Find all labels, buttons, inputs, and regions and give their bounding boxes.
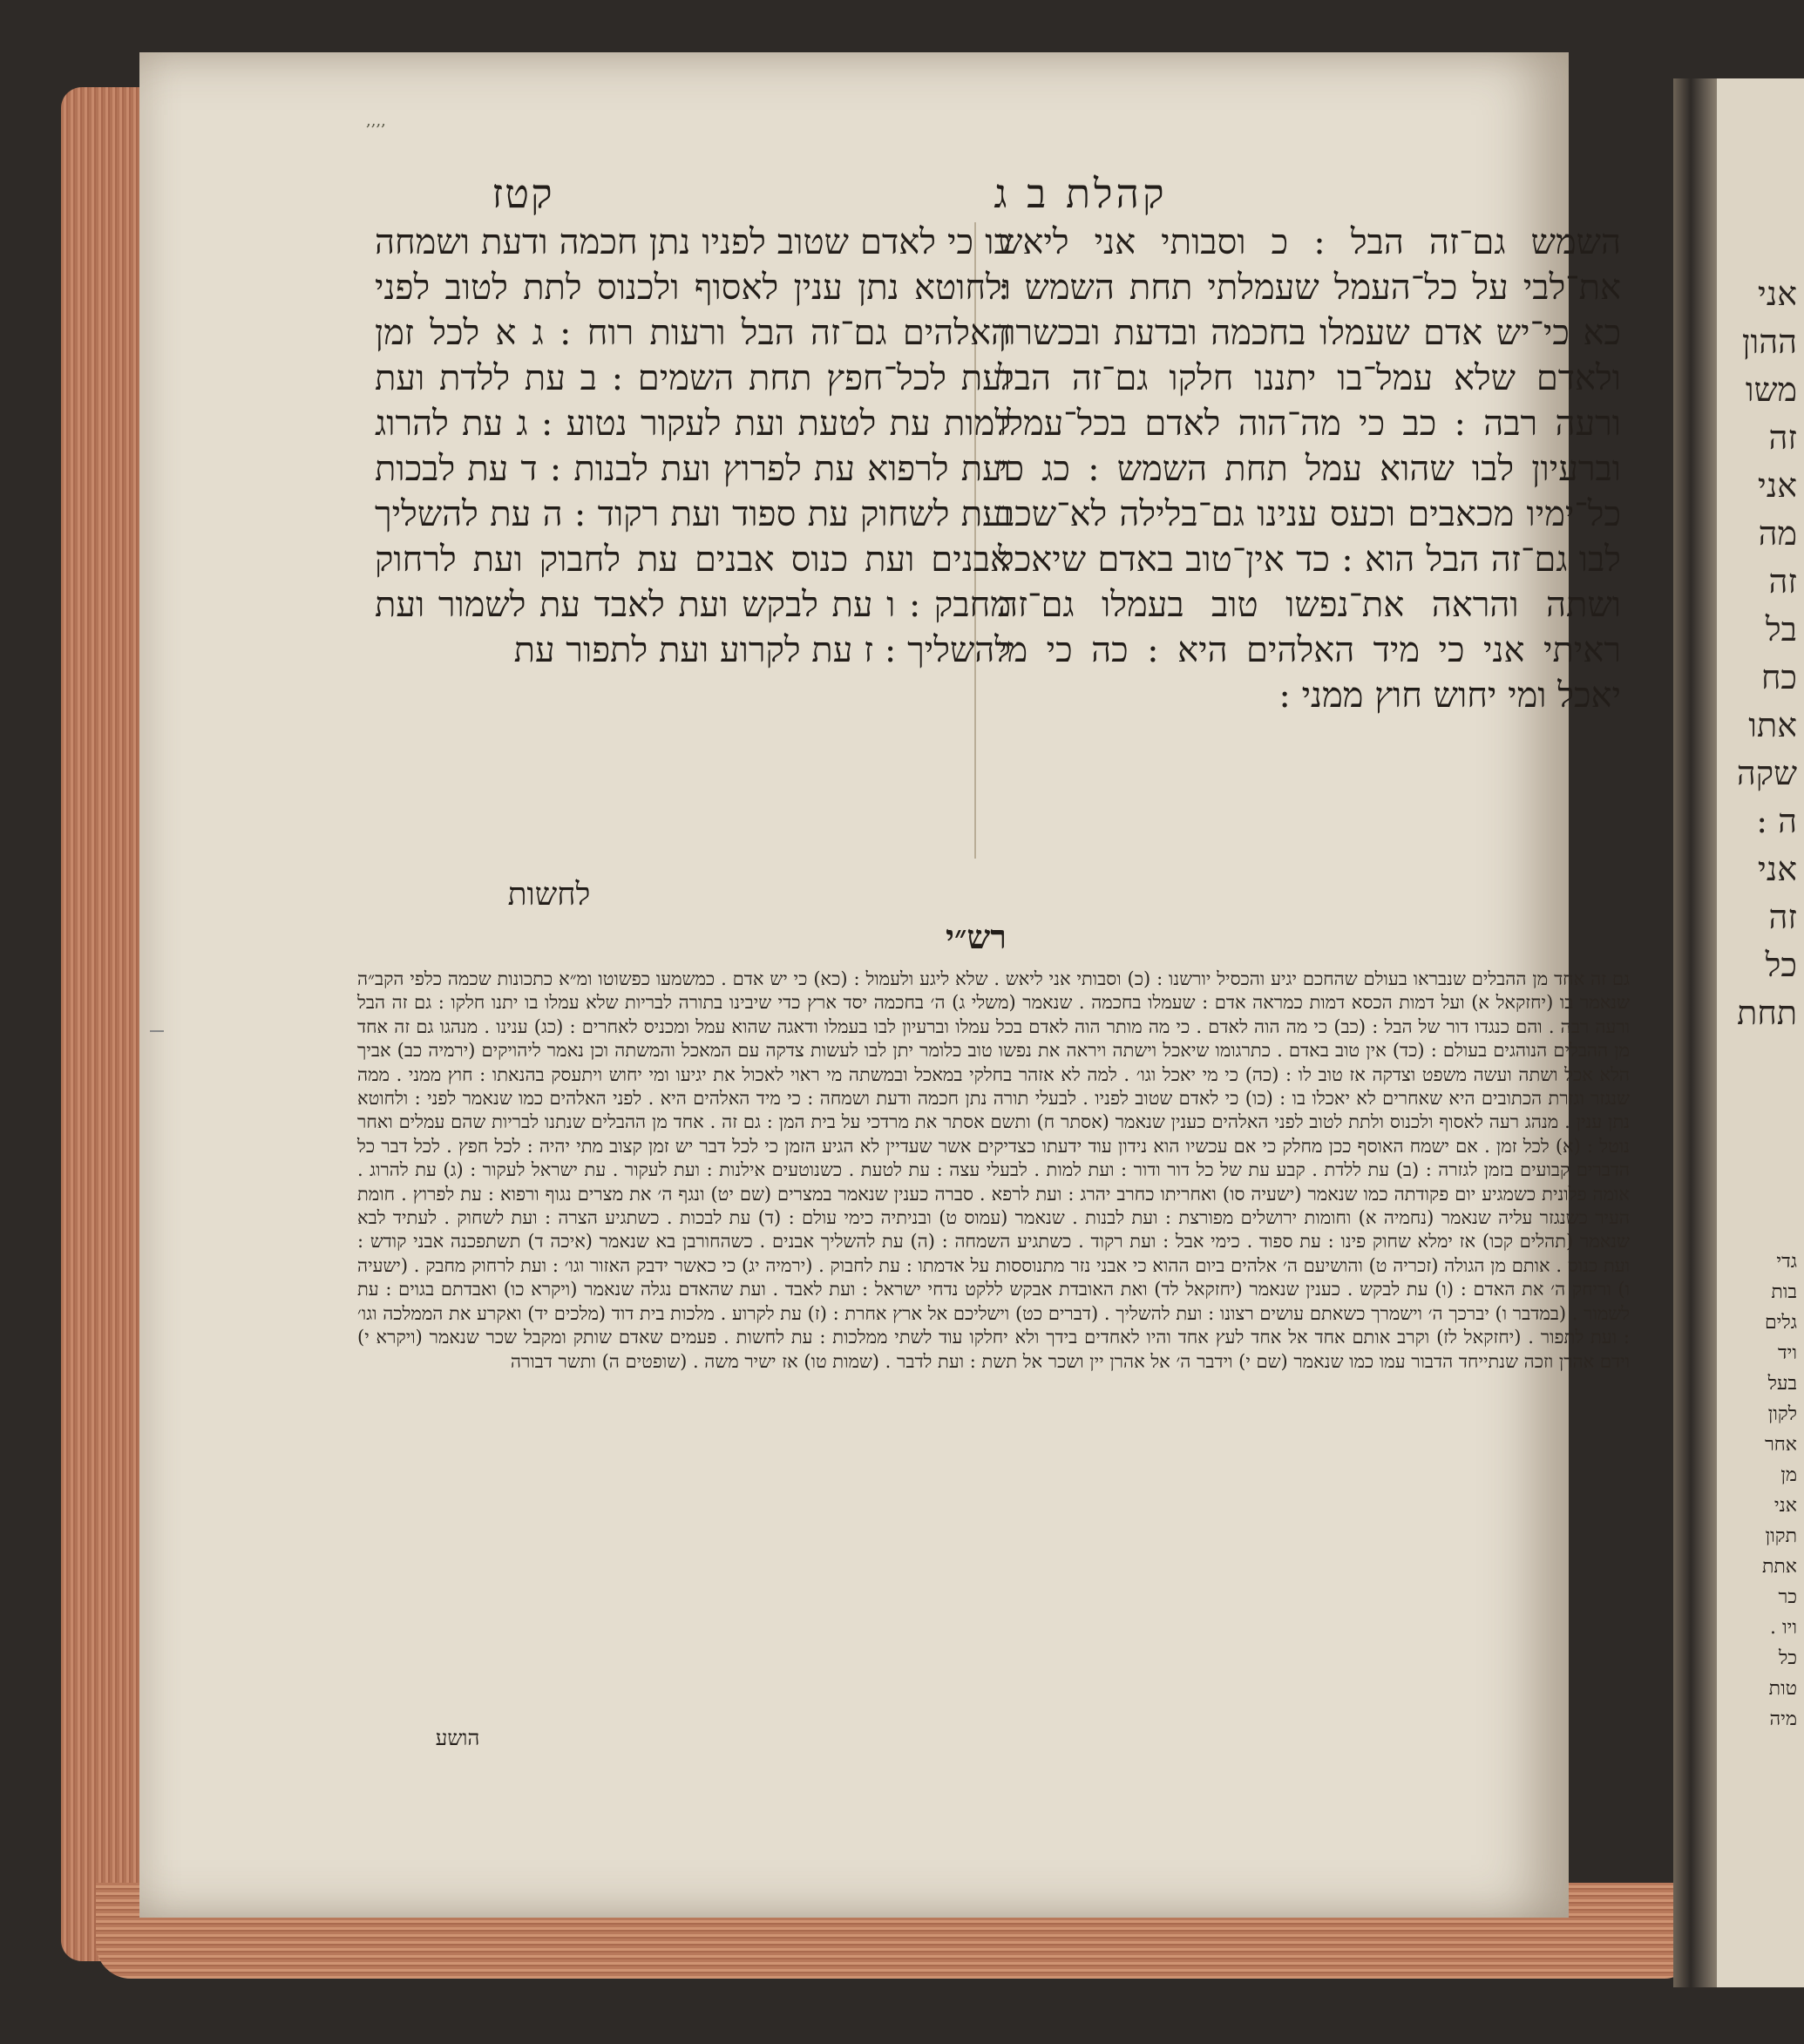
facing-page-rashi-line: תקון <box>1765 1525 1797 1547</box>
facing-page-rashi-line: כל <box>1778 1647 1797 1669</box>
facing-page-line: אני <box>1757 850 1797 888</box>
facing-page-line: זה <box>1768 562 1797 601</box>
facing-page-line: ההון <box>1741 323 1797 361</box>
facing-page-line: אני <box>1757 275 1797 313</box>
rashi-catchword: הושע <box>435 1726 480 1750</box>
facing-page-rashi-line: אתת <box>1761 1556 1797 1578</box>
facing-page-line: מה <box>1758 514 1797 553</box>
facing-page-rashi-line: ויו . <box>1769 1617 1797 1639</box>
catchword: לחשות <box>507 877 591 913</box>
margin-mark <box>150 1030 164 1032</box>
facing-page-line: אני <box>1757 466 1797 505</box>
facing-page-rashi-line: מן <box>1780 1464 1797 1486</box>
facing-page-line: כל <box>1765 946 1797 984</box>
facing-page-line: בל <box>1765 610 1797 649</box>
verse-column-left: כו כי לאדם שטוב לפניו נתן חכמה ודעת ושמחה ולחוטא נתן ענין לאסוף ולכנוס לתת לטוב לפני האלהים גם־זה הבל ורעות רוח : ג א לכל זמן ועת לכל־חפץ תחת השמים : ב עת ללדת ועת למות עת לטעת ועת לעקור נטוע : ג עת להרוג ועת לרפוא עת לפרוץ ועת לבנות : ד עת לבכות ועת לשחוק עת ספוד ועת רקוד : ה עת להשליך אבנים ועת כנוס אבנים עת לחבוק ועת לרחוק מחבק : ו עת לבקש ועת לאבד עת לשמור ועת להשליך : ז עת לקרוע ועת לתפור עת <box>375 222 1012 670</box>
facing-page-rashi-line: אני <box>1773 1495 1797 1517</box>
facing-page-rashi-line: גלים <box>1764 1312 1797 1334</box>
facing-page-text <box>1710 270 1797 1037</box>
facing-page-rashi-line: מיה <box>1769 1708 1797 1730</box>
verse-column-right: השמש גם־זה הבל : כ וסבותי אני ליאש את־לבי על כל־העמל שעמלתי תחת השמש : כא כי־יש אדם שעמלו בחכמה ובדעת ובכשרון ולאדם שלא עמל־בו יתננו חלקו גם־זה הבל ורעה רבה : כב כי מה־הוה לאדם בכל־עמלו וברעיון לבו שהוא עמל תחת השמש : כג כי כל־ימיו מכאבים וכעס ענינו גם־בלילה לא־שכב לבו גם־זה הבל הוא : כד אין־טוב באדם שיאכל ושתה והראה את־נפשו טוב בעמלו גם־זה ראיתי אני כי מיד האלהים היא : כה כי מי יאכל ומי יחוש חוץ ממני : <box>998 222 1621 716</box>
facing-page-rashi-line: ויד <box>1778 1342 1797 1364</box>
facing-page-rashi <box>1710 1246 1797 1735</box>
page-number: קטז <box>492 170 554 217</box>
running-header-title: קהלת ב ג <box>994 170 1168 217</box>
facing-page-rashi-line: כר <box>1778 1586 1797 1608</box>
facing-page-line: זה <box>1768 898 1797 936</box>
facing-page-line: ה : <box>1756 802 1797 840</box>
rashi-heading: רש״י <box>946 917 1007 956</box>
facing-page-rashi-line: גדי <box>1776 1251 1797 1273</box>
rashi-commentary: גם זה אחד מן ההבלים שנבראו בעולם שהחכם יגיע והכסיל יורשנו : (כ) וסבותי אני ליאש . שלא ליגע ולעמול : (כא) כי יש אדם . כמשמעו כפשוטו ומ״א כתכונות שכמה כלפי הקב״ה שנאמר בו (יחזקאל א) ועל דמות הכסא דמות כמראה אדם : שעמלו בחכמה . שנאמר (משלי ג) ה׳ בחכמה יסד ארץ כדי שיבינו בתורה לבריות שלא עמלו בו יתנו חלקו : גם זה הבל ורעה רבה . והם כנגדו דור של הבל : (כב) כי מה הוה לאדם . כי מה מותר הוה לאדם בכל עמלו וברעיון לבו בעמלו ודאגה שהוא עמל ומכניס לאחרים : (כג) ענינו . מנהגו גם זה אחד מן ההבלים הנוהגים בעולם : (כד) אין טוב באדם . כתרגומו שיאכל וישתה ויראה את נפשו טוב כלומר יתן לבו לעשות צדקה עם המאכל והמשתה וכן נאמר ליהויקים (ירמיה כב) אביך הלא אכל ושתה ועשה משפט וצדקה אז טוב לו : (כה) כי מי יאכל וגו׳ . למה לא אזהר בחלקי במאכל ובמשתה מי ראוי לאכול את יגיעו ומי יחוש ויתעסק בהנאתו : חוץ ממני . ממה שנגזר וגזרת הכתובים היא שאחרים לא יאכלו בו : (כו) כי לאדם שטוב לפניו . לבעלי תורה נתן חכמה ודעת ושמחה : כי מיד האלהים היא . לפני האלהים כמו שנאמר לפני : ולחוטא נתן ענין . מנהג רעה לאסוף ולכנוס ולתת לטוב לפני האלהים כענין שנאמר (אסתר ח) ותשם אסתר את מרדכי על בית המן : גם זה . אחד מן ההבלים שנתנו לבריות שהם עמלים ואחר נוטל : (א) לכל זמן . אם ישמח האוסף ככן מחלק כי אם עכשיו הוא נידון עוד ידעתו כצדיקים אשר שעדיין לא הגיע הזמן כי לכל דבר יש זמן קצוב מתי יהיה : לכל חפץ . לכל דבר כל הדברים קבועים בזמן לגזרה : (ב) עת ללדת . קבע עת של כל דור ודור : ועת למות . לבעלי עצה : עת לטעת . כשנוטעים אילנות : ועת לעקור . עת ישראל לעקור : (ג) עת להרוג . אומה פלונית כשמגיע יום פקודתה כמו שנאמר (ישעיה סו) ואחריתו כחרב יהרג : ועת לרפא . סברה כענין שנאמר במצרים (שם יט) ונגף ה׳ את מצרים נגוף ורפוא : עת לפרוץ . חומת העיר כשנגזר עליה שנאמר (נחמיה א) וחומות ירושלים מפורצת : ועת לבנות . שנאמר (עמוס ט) ובניתיה כימי עולם : (ד) עת לבכות . כשתגיע הצרה : ועת לשחוק . לעתיד לבא שנאמר (תהלים קכו) אז ימלא שחוק פינו : עת ספוד . כימי אבל : ועת רקוד . כשתגיע השמחה : (ה) עת להשליך אבנים . כשהחורבן בא שנאמר (איכה ד) תשתפכנה אבני קודש : ועת כנוס . אותם מן הגולה (זכריה ט) והושיעם ה׳ אלהים ביום ההוא כי אבני נזר מתנוססות על אדמתו : עת לחבוק . (ירמיה יג) כי כאשר ידבק האזור וגו׳ : ועת לרחוק מחבק . (ישעיה ו) וריחק ה׳ את האדם : (ו) עת לבקש . כענין שנאמר (יחזקאל לד) ואת האובדת אבקש ללקט נדחי ישראל : ועת לאבד . ועת שהאדם נגלה שנאמר (ויקרא כו) ואבדתם בגוים : עת לשמור . (במדבר ו) יברכך ה׳ וישמרך כשאתם עושים רצונו : ועת להשליך . (דברים כט) וישליכם אל ארץ אחרת : (ז) עת לקרוע . מלכות בית דוד (מלכים יד) ואקרע את הממלכה וגו׳ : ועת לתפור . (יחזקאל לז) וקרב אותם אחד אל אחד לעץ אחד והיו לאחדים בידך ולא יחלקו עוד לשתי ממלכות : עת לחשות . פעמים שאדם שותק ומקבל שכר שנאמר (ויקרא י) וידם אהרן וזכה שנתייחד הדבור עמו כמו שנאמר (שם י) וידבר ה׳ אל אהרן יין ושכר אל תשת : ועת לדבר . (שמות טו) אז ישיר משה . (שופטים ה) ותשר דבורה <box>357 968 1630 1372</box>
gutter <box>1673 78 1717 1987</box>
facing-page-rashi-line: טות <box>1768 1678 1797 1700</box>
facing-page-rashi-line: לקון <box>1767 1403 1797 1425</box>
facing-page-line: זה <box>1768 418 1797 457</box>
facing-page-line: תחת <box>1737 994 1797 1032</box>
facing-page-line: כח <box>1760 658 1797 696</box>
facing-page-line: שקה <box>1736 754 1797 792</box>
facing-page-line: משו <box>1745 370 1797 409</box>
facing-page-rashi-line: בות <box>1771 1281 1797 1303</box>
facing-page-rashi-line: בעל <box>1767 1373 1797 1395</box>
facing-page-rashi-line: אחר <box>1764 1434 1797 1456</box>
corner-mark: ,,,, <box>366 112 386 130</box>
facing-page-line: אתו <box>1748 706 1797 744</box>
